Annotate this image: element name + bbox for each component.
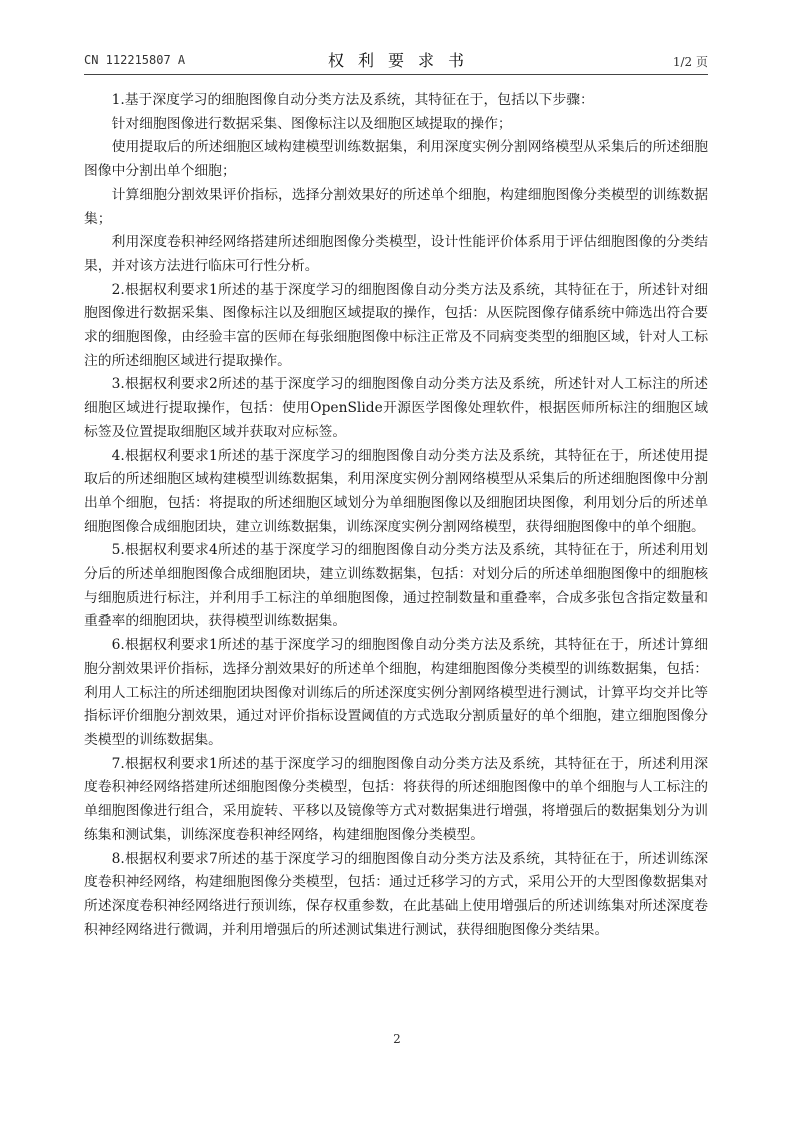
claim-3	[84, 373, 708, 444]
claim-paragraph: 6.根据权利要求1所述的基于深度学习的细胞图像自动分类方法及系统，其特征在于，所述计算细胞分割效果评价指标，选择分割效果好的所述单个细胞，构建细胞图像分类模型的训练数据集，包括：利用人工标注的所述细胞团块图像对训练后的所述深度实例分割网络模型进行测试，计算平均交并比等指标评价细胞分割效果，通过对评价指标设置阈值的方式选取分割质量好的单个细胞，建立细胞图像分类模型的训练数据集。	[84, 637, 708, 748]
claim-8	[84, 848, 708, 943]
claim-2	[84, 279, 708, 374]
claim-7	[84, 753, 708, 848]
header-rule	[84, 74, 708, 75]
document-title: 权利要求书	[327, 51, 478, 70]
claim-1	[84, 89, 708, 279]
claims-body	[84, 89, 708, 942]
page-header	[84, 48, 708, 72]
claim-paragraph: 使用提取后的所述细胞区域构建模型训练数据集，利用深度实例分割网络模型从采集后的所述细胞图像中分割出单个细胞；	[84, 139, 708, 180]
claim-paragraph: 计算细胞分割效果评价指标，选择分割效果好的所述单个细胞，构建细胞图像分类模型的训练数据集；	[84, 186, 708, 227]
publication-number: CN 112215807 A	[84, 53, 186, 67]
claim-paragraph: 2.根据权利要求1所述的基于深度学习的细胞图像自动分类方法及系统，其特征在于，所述针对细胞图像进行数据采集、图像标注以及细胞区域提取的操作，包括：从医院图像存储系统中筛选出符合要求的细胞图像，由经验丰富的医师在每张细胞图像中标注正常及不同病变类型的细胞区域，针对人工标注的所述细胞区域进行提取操作。	[84, 281, 708, 369]
claim-paragraph: 8.根据权利要求7所述的基于深度学习的细胞图像自动分类方法及系统，其特征在于，所述训练深度卷积神经网络，构建细胞图像分类模型，包括：通过迁移学习的方式，采用公开的大型图像数据集对所述深度卷积神经网络进行预训练，保存权重参数，在此基础上使用增强后的所述训练集对所述深度卷积神经网络进行微调，并利用增强后的所述测试集进行测试，获得细胞图像分类结果。	[84, 850, 708, 938]
claim-paragraph: 7.根据权利要求1所述的基于深度学习的细胞图像自动分类方法及系统，其特征在于，所述利用深度卷积神经网络搭建所述细胞图像分类模型，包括：将获得的所述细胞图像中的单个细胞与人工标注的单细胞图像进行组合，采用旋转、平移以及镜像等方式对数据集进行增强，将增强后的数据集划分为训练集和测试集，训练深度卷积神经网络，构建细胞图像分类模型。	[84, 755, 708, 843]
claim-paragraph: 3.根据权利要求2所述的基于深度学习的细胞图像自动分类方法及系统，所述针对人工标注的所述细胞区域进行提取操作，包括：使用OpenSlide开源医学图像处理软件，根据医师所标注的细胞区域标签及位置提取细胞区域并获取对应标签。	[84, 376, 708, 440]
claim-paragraph: 1.基于深度学习的细胞图像自动分类方法及系统，其特征在于，包括以下步骤：	[111, 92, 594, 108]
claim-6	[84, 634, 708, 753]
page-number: 2	[393, 1032, 401, 1046]
claim-paragraph: 针对细胞图像进行数据采集、图像标注以及细胞区域提取的操作；	[111, 115, 512, 132]
claim-4	[84, 445, 708, 540]
claim-paragraph: 利用深度卷积神经网络搭建所述细胞图像分类模型，设计性能评价体系用于评估细胞图像的分类结果，并对该方法进行临床可行性分析。	[84, 234, 708, 274]
page-count: 1/2 页	[672, 55, 708, 69]
claim-paragraph: 4.根据权利要求1所述的基于深度学习的细胞图像自动分类方法及系统，其特征在于，所述使用提取后的所述细胞区域构建模型训练数据集，利用深度实例分割网络模型从采集后的所述细胞图像中分割出单个细胞，包括：将提取的所述细胞区域划分为单细胞图像以及细胞团块图像，利用划分后的所述单细胞图像合成细胞团块，建立训练数据集，训练深度实例分割网络模型，获得细胞图像中的单个细胞。	[84, 447, 708, 535]
claim-paragraph: 5.根据权利要求4所述的基于深度学习的细胞图像自动分类方法及系统，其特征在于，所述利用划分后的所述单细胞图像合成细胞团块，建立训练数据集，包括：对划分后的所述单细胞图像中的细胞核与细胞质进行标注，并利用手工标注的单细胞图像，通过控制数量和重叠率，合成多张包含指定数量和重叠率的细胞团块，获得模型训练数据集。	[84, 542, 708, 630]
claim-5	[84, 539, 708, 634]
